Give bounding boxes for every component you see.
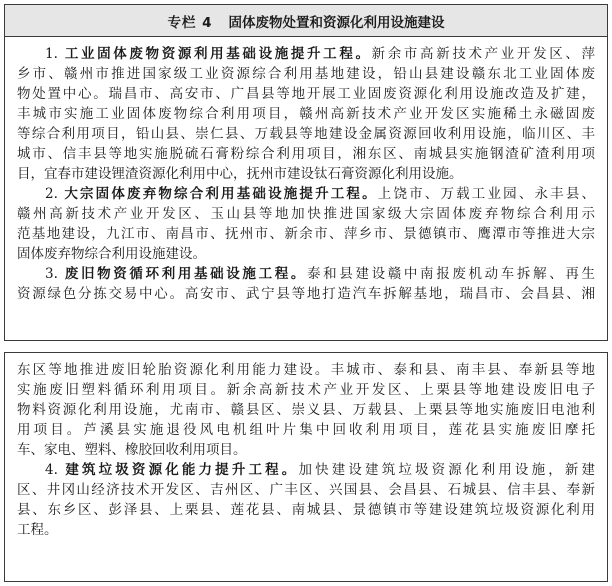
text-line: 物料资源化利用设施，尤南市、赣县区、崇义县、万载县、上栗县等地实施废旧电池利 [17, 402, 595, 418]
column-box-bottom [4, 352, 608, 582]
text-line: 区、井冈山经济技术开发区、吉州区、广丰区、兴国县、会昌县、石城县、信丰县、奉新 [17, 482, 595, 498]
item-number: 4. [45, 462, 66, 478]
item-heading: 建筑垃圾资源化能力提升工程。 [65, 462, 299, 478]
item-heading: 废旧物资循环利用基础设施工程。 [64, 266, 308, 282]
item-number: 3. [45, 266, 65, 282]
text-line: 县、东乡区、彭泽县、上栗县、莲花县、南城县、景德镇市等建设建筑垃圾资源化利用 [17, 502, 595, 518]
text-line: 车、家电、塑料、橡胶回收利用项目。 [17, 442, 247, 458]
text-line [17, 264, 595, 284]
line-text: 加快建设建筑垃圾资源化利用设施，新建 [298, 462, 595, 478]
line-text: 上饶市、万载工业园、永丰县、 [377, 186, 595, 202]
line-text: 新余市高新技术产业开发区、萍 [371, 46, 595, 62]
text-line: 城市、信丰县等地实施脱硫石膏粉综合利用项目，湘东区、南城县实施钢渣矿渣利用项 [17, 146, 595, 162]
line-text: 泰和县建设赣中南报废机动车拆解、再生 [307, 266, 595, 282]
column-title: 固体废物处置和资源化利用设施建设 [228, 14, 445, 31]
text-line: 用项目。芦溪县实施退役风电机组叶片集中回收利用项目，莲花县实施废旧摩托 [17, 422, 595, 438]
text-line: 东区等地推进废旧轮胎资源化利用能力建设。丰城市、泰和县、南丰县、奉新县等地 [17, 362, 595, 378]
item-number: 1. [45, 46, 65, 62]
text-line: 范基地建设，九江市、南昌市、抚州市、新余市、萍乡市、景德镇市、鹰潭市等推进大宗 [17, 226, 595, 242]
column-title-bar [5, 5, 607, 37]
text-line: 实施废旧塑料循环利用项目。新余高新技术产业开发区、上栗县等地建设废旧电子 [17, 382, 595, 398]
text-line: 资源绿色分拣交易中心。高安市、武宁县等地打造汽车拆解基地，瑞昌市、会昌县、湘 [17, 286, 595, 302]
item-heading: 工业固体废物资源利用基础设施提升工程。 [64, 46, 372, 62]
column-label: 专栏 4 [167, 14, 213, 31]
text-line [17, 44, 595, 64]
text-line [17, 184, 595, 204]
text-line: 目，宜春市建设锂渣资源化利用中心，抚州市建设钛石膏资源化利用设施。 [17, 166, 463, 182]
text-line: 赣州高新技术产业开发区、玉山县等地加快推进国家级大宗固体废弃物综合利用示 [17, 206, 595, 222]
text-line: 等综合利用项目，铅山县、崇仁县、万载县等地建设金属资源回收利用设施，临川区、丰 [17, 126, 595, 142]
text-line: 丰城市实施工业固体废物综合利用项目，赣州高新技术产业开发区实施稀土永磁固废 [17, 106, 595, 122]
column-box-top [4, 4, 608, 341]
text-line: 乡市、赣州市推进国家级工业资源综合利用基地建设，铅山县建设赣东北工业固体废 [17, 66, 595, 82]
item-number: 2. [45, 186, 65, 202]
column-body-top [5, 37, 607, 304]
item-heading: 大宗固体废弃物综合利用基础设施提升工程。 [64, 186, 378, 202]
text-line [17, 460, 595, 480]
text-line: 固体废弃物综合利用设施建设。 [17, 246, 206, 262]
column-body-bottom [5, 353, 607, 540]
text-line: 工程。 [17, 522, 58, 538]
text-line: 物处置中心。瑞昌市、高安市、广昌县等地开展工业固废资源化利用设施改造及扩建， [17, 86, 595, 102]
